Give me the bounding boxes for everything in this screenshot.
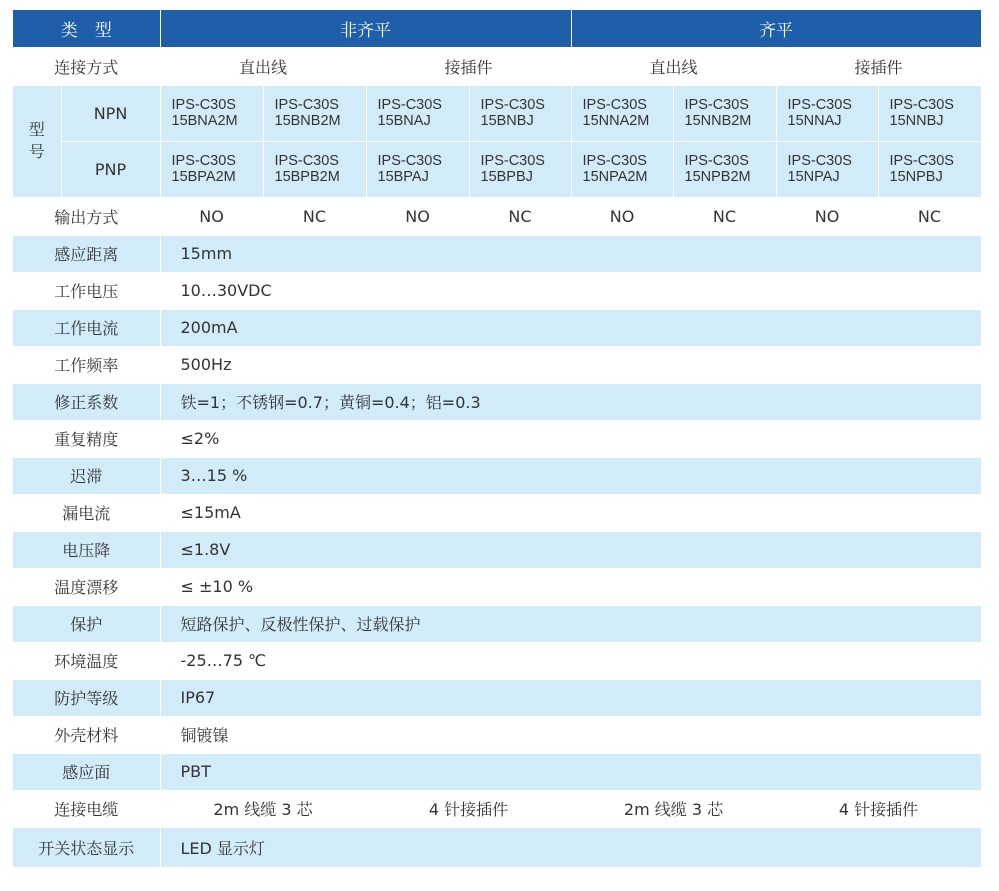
spec-label: 迟滞 bbox=[13, 457, 160, 494]
spec-row bbox=[13, 494, 981, 531]
spec-label: 保护 bbox=[13, 605, 160, 642]
spec-label: 工作电流 bbox=[13, 309, 160, 346]
spec-row bbox=[13, 753, 981, 790]
spec-value: 铁=1；不锈钢=0.7；黄铜=0.4；铝=0.3 bbox=[160, 383, 981, 420]
connection-row bbox=[13, 47, 981, 85]
output-value-2: NC bbox=[263, 197, 366, 235]
model-label: 型号 bbox=[13, 85, 61, 197]
spec-label: 温度漂移 bbox=[13, 568, 160, 605]
spec-value: -25…75 ℃ bbox=[160, 642, 981, 679]
flush-header: 齐平 bbox=[571, 10, 981, 47]
connection-plug-2: 接插件 bbox=[776, 47, 981, 85]
output-label: 输出方式 bbox=[13, 197, 160, 235]
cable-value-3: 2m 线缆 3 芯 bbox=[571, 790, 776, 827]
spec-value: 铜镀镍 bbox=[160, 716, 981, 753]
spec-label: 修正系数 bbox=[13, 383, 160, 420]
pnp-row bbox=[13, 141, 981, 197]
spec-label: 电压降 bbox=[13, 531, 160, 568]
connection-label: 连接方式 bbox=[13, 47, 160, 85]
type-header: 类 型 bbox=[13, 10, 160, 47]
spec-row bbox=[13, 309, 981, 346]
connection-cable-2: 直出线 bbox=[571, 47, 776, 85]
spec-row bbox=[13, 457, 981, 494]
npn-label: NPN bbox=[61, 85, 160, 141]
spec-row bbox=[13, 383, 981, 420]
output-value-7: NO bbox=[776, 197, 878, 235]
spec-row bbox=[13, 272, 981, 309]
spec-label: 环境温度 bbox=[13, 642, 160, 679]
spec-label: 外壳材料 bbox=[13, 716, 160, 753]
spec-value: ≤15mA bbox=[160, 494, 981, 531]
output-value-5: NO bbox=[571, 197, 673, 235]
spec-row bbox=[13, 346, 981, 383]
spec-value: 200mA bbox=[160, 309, 981, 346]
npn-model-2: IPS-C30S 15BNB2M bbox=[263, 85, 366, 141]
npn-model-1: IPS-C30S 15BNA2M bbox=[160, 85, 263, 141]
cable-value-4: 4 针接插件 bbox=[776, 790, 981, 827]
spec-value: PBT bbox=[160, 753, 981, 790]
cable-label: 连接电缆 bbox=[13, 790, 160, 827]
output-row bbox=[13, 197, 981, 235]
pnp-model-2: IPS-C30S 15BPB2M bbox=[263, 141, 366, 197]
indicator-row bbox=[13, 827, 981, 867]
spec-value: IP67 bbox=[160, 679, 981, 716]
cable-row bbox=[13, 790, 981, 827]
output-value-8: NC bbox=[878, 197, 981, 235]
spec-row bbox=[13, 679, 981, 716]
spec-row bbox=[13, 642, 981, 679]
spec-value: 15mm bbox=[160, 235, 981, 272]
spec-label: 工作频率 bbox=[13, 346, 160, 383]
npn-model-7: IPS-C30S 15NNAJ bbox=[776, 85, 878, 141]
spec-value: 10…30VDC bbox=[160, 272, 981, 309]
spec-value: ≤ ±10 % bbox=[160, 568, 981, 605]
spec-label: 感应距离 bbox=[13, 235, 160, 272]
output-value-4: NC bbox=[469, 197, 571, 235]
pnp-model-1: IPS-C30S 15BPA2M bbox=[160, 141, 263, 197]
indicator-label: 开关状态显示 bbox=[13, 827, 160, 867]
spec-label: 漏电流 bbox=[13, 494, 160, 531]
spec-row bbox=[13, 716, 981, 753]
header-row bbox=[13, 10, 981, 47]
npn-row bbox=[13, 85, 981, 141]
spec-label: 感应面 bbox=[13, 753, 160, 790]
npn-model-3: IPS-C30S 15BNAJ bbox=[366, 85, 469, 141]
spec-row bbox=[13, 605, 981, 642]
spec-value: ≤2% bbox=[160, 420, 981, 457]
spec-label: 防护等级 bbox=[13, 679, 160, 716]
spec-row bbox=[13, 420, 981, 457]
pnp-model-7: IPS-C30S 15NPAJ bbox=[776, 141, 878, 197]
cable-value-2: 4 针接插件 bbox=[366, 790, 571, 827]
non-flush-header: 非齐平 bbox=[160, 10, 571, 47]
output-value-6: NC bbox=[673, 197, 776, 235]
spec-table bbox=[13, 10, 982, 868]
spec-value: 3…15 % bbox=[160, 457, 981, 494]
spec-label: 重复精度 bbox=[13, 420, 160, 457]
pnp-label: PNP bbox=[61, 141, 160, 197]
spec-row bbox=[13, 568, 981, 605]
output-value-1: NO bbox=[160, 197, 263, 235]
spec-value: 短路保护、反极性保护、过载保护 bbox=[160, 605, 981, 642]
cable-value-1: 2m 线缆 3 芯 bbox=[160, 790, 366, 827]
connection-plug-1: 接插件 bbox=[366, 47, 571, 85]
pnp-model-6: IPS-C30S 15NPB2M bbox=[673, 141, 776, 197]
npn-model-8: IPS-C30S 15NNBJ bbox=[878, 85, 981, 141]
connection-cable-1: 直出线 bbox=[160, 47, 366, 85]
spec-row bbox=[13, 531, 981, 568]
npn-model-5: IPS-C30S 15NNA2M bbox=[571, 85, 673, 141]
npn-model-6: IPS-C30S 15NNB2M bbox=[673, 85, 776, 141]
pnp-model-3: IPS-C30S 15BPAJ bbox=[366, 141, 469, 197]
spec-value: 500Hz bbox=[160, 346, 981, 383]
spec-row bbox=[13, 235, 981, 272]
pnp-model-5: IPS-C30S 15NPA2M bbox=[571, 141, 673, 197]
spec-label: 工作电压 bbox=[13, 272, 160, 309]
output-value-3: NO bbox=[366, 197, 469, 235]
npn-model-4: IPS-C30S 15BNBJ bbox=[469, 85, 571, 141]
indicator-value: LED 显示灯 bbox=[160, 827, 981, 867]
pnp-model-8: IPS-C30S 15NPBJ bbox=[878, 141, 981, 197]
spec-value: ≤1.8V bbox=[160, 531, 981, 568]
pnp-model-4: IPS-C30S 15BPBJ bbox=[469, 141, 571, 197]
